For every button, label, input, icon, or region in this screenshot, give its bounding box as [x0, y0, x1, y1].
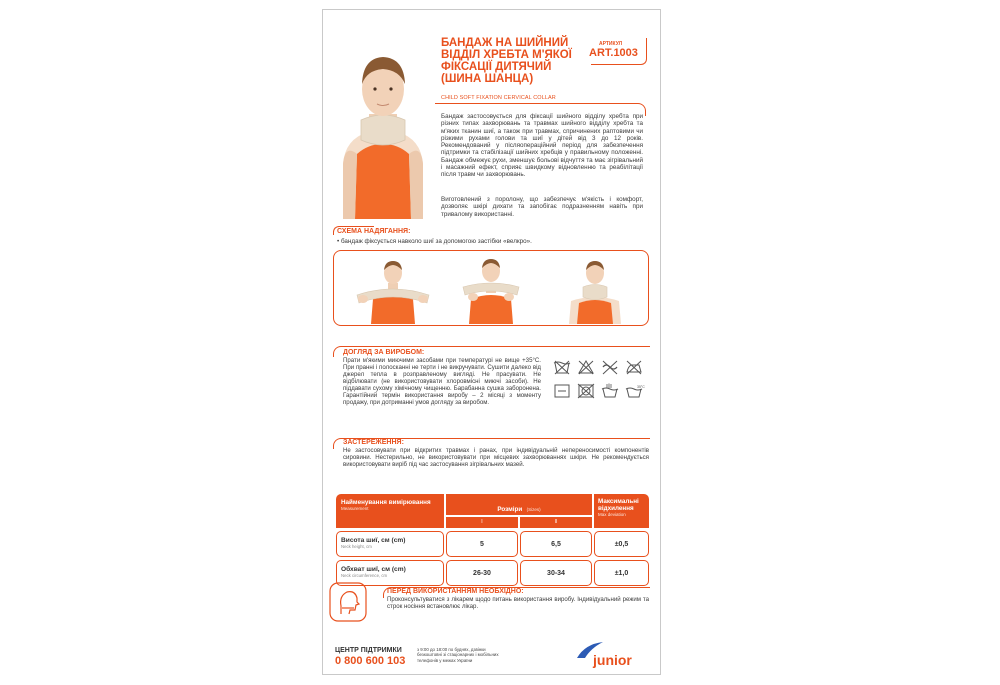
- cell-value: 6,5: [551, 540, 561, 548]
- size-table: [336, 494, 649, 598]
- support-title: ЦЕНТР ПІДТРИМКИ: [335, 647, 402, 654]
- table-cell: [594, 531, 649, 557]
- row-label: Обхват шиї, см (cm): [341, 566, 406, 573]
- title-line: БАНДАЖ НА ШИЙНИЙ: [441, 37, 569, 49]
- table-cell: [520, 531, 592, 557]
- scheme-step-2-photo: [451, 253, 531, 324]
- flat-dry-icon: [553, 383, 571, 399]
- header-sublabel: Measurement: [341, 506, 369, 511]
- care-icons: [553, 359, 643, 404]
- table-header-measure: [336, 494, 444, 528]
- description-paragraph-2: Виготовлений з поролону, що забезпечує м'якість і комфорт, дозволяє шкірі дихати та запобігає подразненням навіть при тривалому використанні.: [441, 196, 643, 218]
- warning-title: ЗАСТЕРЕЖЕННЯ:: [343, 439, 404, 446]
- table-header-deviation: [594, 494, 649, 528]
- size-label-2: II: [520, 517, 592, 528]
- product-title: [441, 37, 581, 85]
- wash-temperature: 35°C: [637, 385, 645, 389]
- description-paragraph-1: Бандаж застосовується для фіксації шийного відділу хребта при різних типах захворювань та травмах шийного відділу хребта та м'яких тканин шиї, а також при травмах, спричинених раптовими чи різкими рухами голови та шиї у дітей від 3 до 12 років. Рекомендований у післяопераційний період для забезпечення підтримки та стабілізації шийних хребців у правильному положенні. Бандаж обмежує рухи, зменшує больові відчуття та має зігрівальний і масажний ефект, сприяє швидкому відновленню та реабілітації після травм чи захворювань.: [441, 113, 643, 179]
- table-cell: [594, 560, 649, 586]
- no-iron-icon: [625, 359, 643, 375]
- table-row-label: [336, 531, 444, 557]
- row-sublabel: Neck height, cm: [341, 544, 372, 549]
- no-wring-icon: [601, 359, 619, 375]
- table-cell: [520, 560, 592, 586]
- header-label: Найменування вимірювання: [341, 499, 431, 506]
- product-leaflet: [322, 9, 661, 675]
- cell-value: ±0,5: [614, 540, 629, 548]
- no-tumble-dry-icon: [577, 383, 595, 399]
- header-sublabel: (Sizes): [526, 507, 541, 512]
- row-sublabel: Neck circumference, cm: [341, 573, 388, 578]
- cell-value: 26-30: [473, 569, 491, 577]
- cell-value: 5: [480, 540, 484, 548]
- title-line: ВІДДІЛ ХРЕБТА М'ЯКОЇ: [441, 49, 572, 61]
- size-label-1: I: [446, 517, 518, 528]
- warning-text: Не застосовувати при відкритих травмах і ранах, при індивідуальній непереносимості компонентів сировини. Нестерильно, не використовувати при місцевих захворюваннях шкіри. Не рекомендується використовувати виріб під час застосування зігрівальних мазей.: [343, 447, 649, 468]
- scheme-step-3-photo: [555, 253, 635, 324]
- header-label: Розміри: [497, 506, 523, 513]
- table-header-sizes: [446, 494, 592, 515]
- support-note: з 9:00 до 18:00 по буднях, дзвінки безкоштовні зі стаціонарних і мобільних телефонів у межах України: [417, 647, 499, 663]
- scheme-text: • бандаж фіксується навколо шиї за допомогою застібки «велкро».: [337, 238, 532, 245]
- care-text: Прати м'якими миючими засобами при температурі не вище +35°C. При пранні і полосканні не терти і не викручувати. Сушити далеко від джерел тепла в розправленому вигляді. Не прасувати. Не відбілювати (не використовувати хлоровмісні миючі засоби). Не піддавати сухому хімічному чищенню. Барабанна сушка заборонена. Гарантійний термін використання виробу – 2 місяці з моменту продажу, при дотриманні умов догляду за виробом.: [343, 357, 541, 406]
- support-phone: 0 800 600 103: [335, 655, 406, 667]
- before-use-title: ПЕРЕД ВИКОРИСТАННЯМ НЕОБХІДНО:: [387, 588, 524, 595]
- hand-wash-icon: [601, 383, 619, 399]
- boy-with-collar-photo: [333, 44, 433, 219]
- cell-value: 30-34: [547, 569, 565, 577]
- title-line: (ШИНА ШАНЦА): [441, 73, 534, 85]
- row-label: Висота шиї, см (cm): [341, 537, 406, 544]
- table-cell: [446, 531, 518, 557]
- header-sublabel: Max deviation: [598, 512, 626, 517]
- no-bleach-icon: [577, 359, 595, 375]
- scheme-title: СХЕМА НАДЯГАННЯ:: [337, 228, 411, 235]
- before-use-text: Проконсультуватися з лікарем щодо питань використання виробу. Індивідуальний режим та строк носіння встановлює лікар.: [387, 596, 649, 610]
- cell-value: ±1,0: [614, 569, 629, 577]
- article-label: АРТИКУЛ: [599, 41, 623, 47]
- article-number: ART.1003: [589, 47, 638, 59]
- header-label: Максимальні відхилення: [598, 498, 639, 512]
- product-subtitle: CHILD SOFT FIXATION CERVICAL COLLAR: [441, 95, 556, 101]
- doctor-consult-icon: [329, 582, 367, 622]
- scheme-step-1-photo: [353, 253, 433, 324]
- care-title: ДОГЛЯД ЗА ВИРОБОМ:: [343, 349, 425, 356]
- no-machine-wash-icon: [553, 359, 571, 375]
- table-cell: [446, 560, 518, 586]
- title-line: ФІКСАЦІЇ ДИТЯЧИЙ: [441, 61, 552, 73]
- brand-logo: junior: [593, 652, 632, 668]
